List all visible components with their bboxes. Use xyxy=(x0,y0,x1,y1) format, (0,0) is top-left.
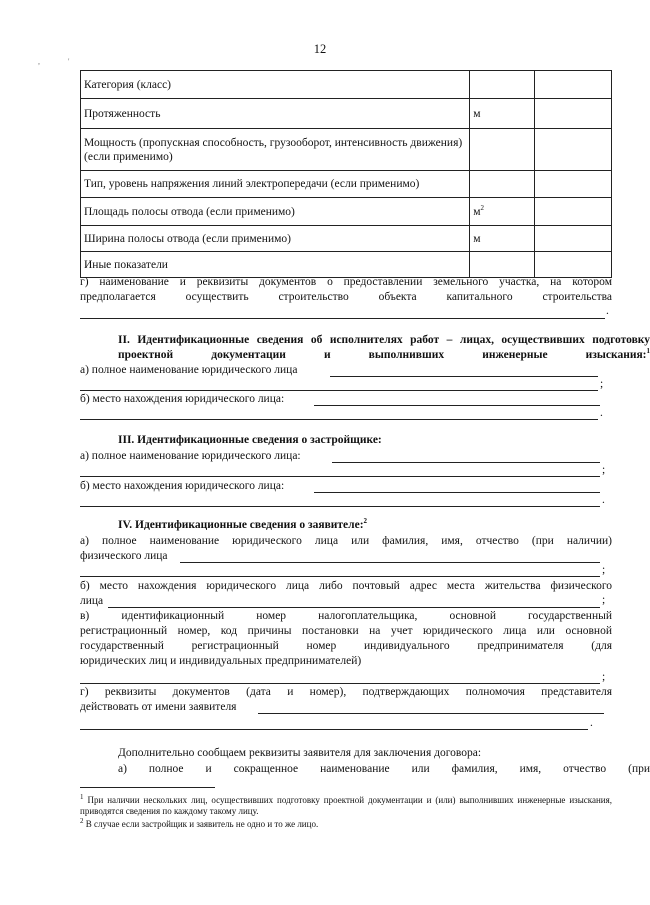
table-cell-value[interactable] xyxy=(535,171,612,198)
table-cell-name: Категория (класс) xyxy=(81,71,470,99)
table-row xyxy=(81,198,612,226)
item-g-line1: г) наименование и реквизиты документов о предоставлении земельного участка, на котором xyxy=(80,276,612,288)
section4-v-line3: государственный регистрационный номер индивидуального предпринимателя (для xyxy=(80,640,612,652)
section4-title: IV. Идентификационные сведения о заявителе:$^2$ xyxy=(118,517,368,531)
section3-a-end: ; xyxy=(602,464,606,476)
section4-a-fill-line-2[interactable] xyxy=(80,576,600,577)
table-cell-name: Мощность (пропускная способность, грузооборот, интенсивность движения) (если применимо) xyxy=(81,129,470,171)
section4-a-fill-line[interactable] xyxy=(180,562,600,563)
section2-b-label: б) место нахождения юридического лица: xyxy=(80,393,285,405)
footnote-divider xyxy=(80,787,215,788)
section3-b-fill-line[interactable] xyxy=(314,492,600,493)
parameters-table xyxy=(80,70,612,278)
section2-title: II. Идентификационные сведения об исполнителях работ – лицах, осуществивших подготовку проектной документации и выполнивших инженерные изыскания:$^1$ xyxy=(118,334,650,361)
table-cell-name: Ширина полосы отвода (если применимо) xyxy=(81,226,470,252)
table-cell-unit xyxy=(470,252,535,278)
additional-intro: Дополнительно сообщаем реквизиты заявителя для заключения договора: xyxy=(118,747,482,759)
section4-v-line4: юридических лиц и индивидуальных предпринимателей) xyxy=(80,655,362,667)
section4-g-fill-line[interactable] xyxy=(258,713,604,714)
item-g-line2: предполагается осуществить строительство объекта капитального строительства xyxy=(80,291,612,303)
section4-v-end: ; xyxy=(602,671,606,683)
section2-a-end: ; xyxy=(600,378,604,390)
table-cell-unit xyxy=(470,171,535,198)
table-cell-unit xyxy=(470,71,535,99)
table-row xyxy=(81,252,612,278)
section2-a-fill-line[interactable] xyxy=(330,376,598,377)
table-cell-value[interactable] xyxy=(535,71,612,99)
section4-g-fill-line-2[interactable] xyxy=(80,729,588,730)
table-cell-name: Тип, уровень напряжения линий электропередачи (если применимо) xyxy=(81,171,470,198)
section2-a-label: а) полное наименование юридического лица xyxy=(80,364,298,376)
table-row xyxy=(81,226,612,252)
page-number: 12 xyxy=(313,42,327,56)
section4-a-line1: а) полное наименование юридического лица или фамилия, имя, отчество (при наличии) xyxy=(80,535,612,547)
footnote-number: 2 xyxy=(80,817,84,825)
table-row xyxy=(81,129,612,171)
section4-b-fill-line[interactable] xyxy=(108,607,600,608)
table-cell-name: Площадь полосы отвода (если применимо) xyxy=(81,198,470,226)
section4-g-line1: г) реквизиты документов (дата и номер), подтверждающих полномочия представителя xyxy=(80,686,612,698)
footnote-number: 1 xyxy=(80,793,84,801)
table-cell-name: Иные показатели xyxy=(81,252,470,278)
margin-mark: ' xyxy=(68,57,70,66)
footnote-1: $^1$ При наличии нескольких лиц, осуществивших подготовку проектной документации и (или) выполнивших инженерные изыскания, приводятся сведения по каждому такому лицу. xyxy=(80,793,613,816)
section3-a-fill-line[interactable] xyxy=(332,462,600,463)
table-row xyxy=(81,171,612,198)
table-cell-value[interactable] xyxy=(535,198,612,226)
section2-b-end: . xyxy=(600,407,603,419)
footnote-ref: 1 xyxy=(646,347,650,356)
section4-a-line2: физического лица xyxy=(80,550,168,562)
table-cell-value[interactable] xyxy=(535,252,612,278)
section3-title: III. Идентификационные сведения о застройщике: xyxy=(118,434,382,446)
section4-b-line2: лица xyxy=(80,595,104,607)
margin-mark: , xyxy=(38,57,40,66)
section3-b-fill-line-2[interactable] xyxy=(80,506,600,507)
footnote-ref: 2 xyxy=(363,517,368,526)
unit-text: м xyxy=(473,205,481,218)
section4-v-line1: в) идентификационный номер налогоплательщика, основной государственный xyxy=(80,610,612,622)
section4-b-end: ; xyxy=(602,594,606,606)
section3-b-label: б) место нахождения юридического лица: xyxy=(80,480,285,492)
section3-a-fill-line-2[interactable] xyxy=(80,476,600,477)
table-cell-value[interactable] xyxy=(535,226,612,252)
section4-v-line2: регистрационный номер, код причины постановки на учет юридического лица или основной xyxy=(80,625,612,637)
section2-b-fill-line-2[interactable] xyxy=(80,419,598,420)
table-cell-value[interactable] xyxy=(535,129,612,171)
table-cell-unit: м xyxy=(470,99,535,129)
section4-g-end: . xyxy=(590,717,593,729)
section2-b-fill-line[interactable] xyxy=(314,405,600,406)
section3-b-end: . xyxy=(602,494,605,506)
table-cell-unit xyxy=(470,129,535,171)
section4-a-end: ; xyxy=(602,564,606,576)
item-g-end: . xyxy=(606,305,609,317)
table-cell-name: Протяженность xyxy=(81,99,470,129)
section4-b-line1: б) место нахождения юридического лица либо почтовый адрес места жительства физического xyxy=(80,580,612,592)
footnote-2: $^2$ В случае если застройщик и заявитель не одно и то же лицо. xyxy=(80,817,319,829)
section4-v-fill-line[interactable] xyxy=(80,683,600,684)
table-row xyxy=(81,71,612,99)
table-cell-value[interactable] xyxy=(535,99,612,129)
section2-a-fill-line-2[interactable] xyxy=(80,390,598,391)
additional-a-line1: а) полное и сокращенное наименование или фамилия, имя, отчество (при xyxy=(118,763,650,775)
table-cell-unit: м xyxy=(470,226,535,252)
table-cell-unit xyxy=(470,198,535,226)
section3-a-label: а) полное наименование юридического лица: xyxy=(80,450,301,462)
section4-g-line2: действовать от имени заявителя xyxy=(80,701,237,713)
unit-superscript: 2 xyxy=(480,203,485,212)
item-g-fill-line[interactable] xyxy=(80,318,605,319)
table-row xyxy=(81,99,612,129)
